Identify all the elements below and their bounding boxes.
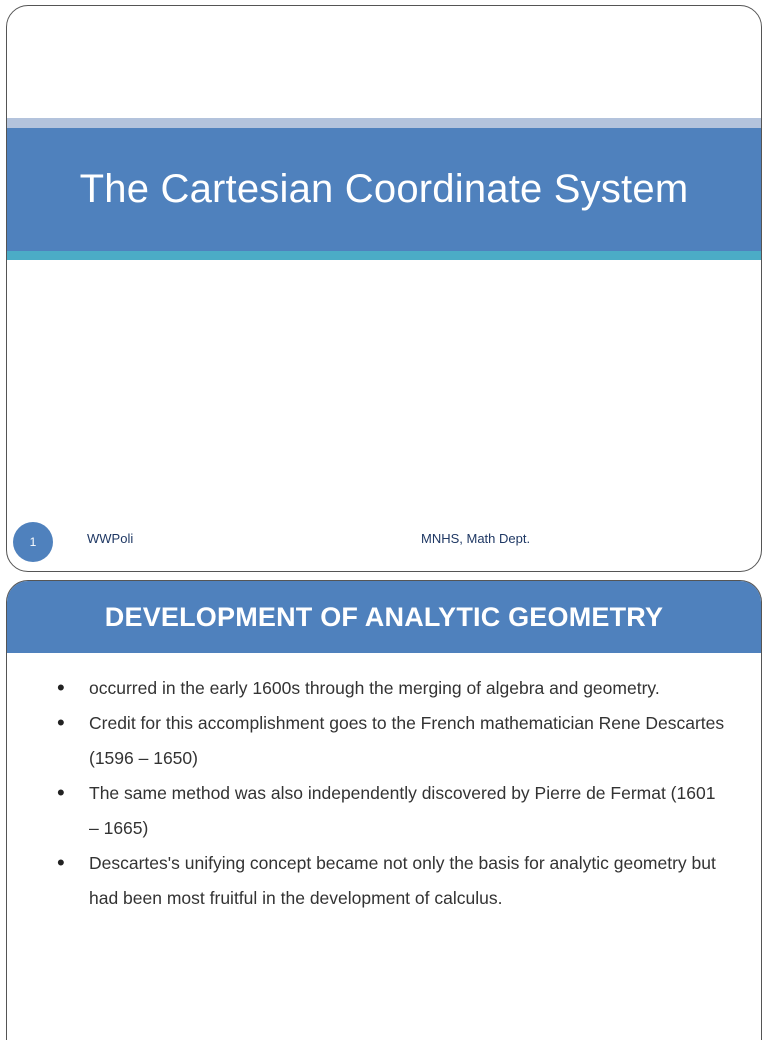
list-item [57, 671, 727, 706]
bullet-icon: • [57, 850, 65, 875]
bullet-text: The same method was also independently discovered by Pierre de Fermat (1601 – 1665) [89, 783, 716, 838]
slide-title: The Cartesian Coordinate System [79, 167, 689, 211]
bullet-text: Descartes's unifying concept became not only the basis for analytic geometry but had been most fruitful in the development of calculus. [89, 853, 716, 908]
bullet-icon: • [57, 675, 65, 700]
heading-bar [7, 581, 761, 653]
bullet-icon: • [57, 780, 65, 805]
list-item [57, 776, 727, 846]
slide-heading: DEVELOPMENT OF ANALYTIC GEOMETRY [104, 601, 664, 632]
bullet-icon: • [57, 710, 65, 735]
title-band [7, 128, 761, 251]
list-item [57, 846, 727, 916]
bullet-text: occurred in the early 1600s through the merging of algebra and geometry. [89, 678, 660, 698]
title-slide [6, 5, 762, 572]
title-accent-top [7, 118, 761, 128]
bullet-text: Credit for this accomplishment goes to the French mathematician Rene Descartes (1596 – 1650) [89, 713, 725, 768]
title-accent-bottom [7, 251, 761, 260]
footer-author: WWPoli [87, 531, 134, 546]
page-number-badge: 1 [13, 522, 53, 562]
footer-department: MNHS, Math Dept. [421, 531, 531, 546]
bullet-list [57, 671, 727, 916]
list-item [57, 706, 727, 776]
content-slide [6, 580, 762, 1040]
